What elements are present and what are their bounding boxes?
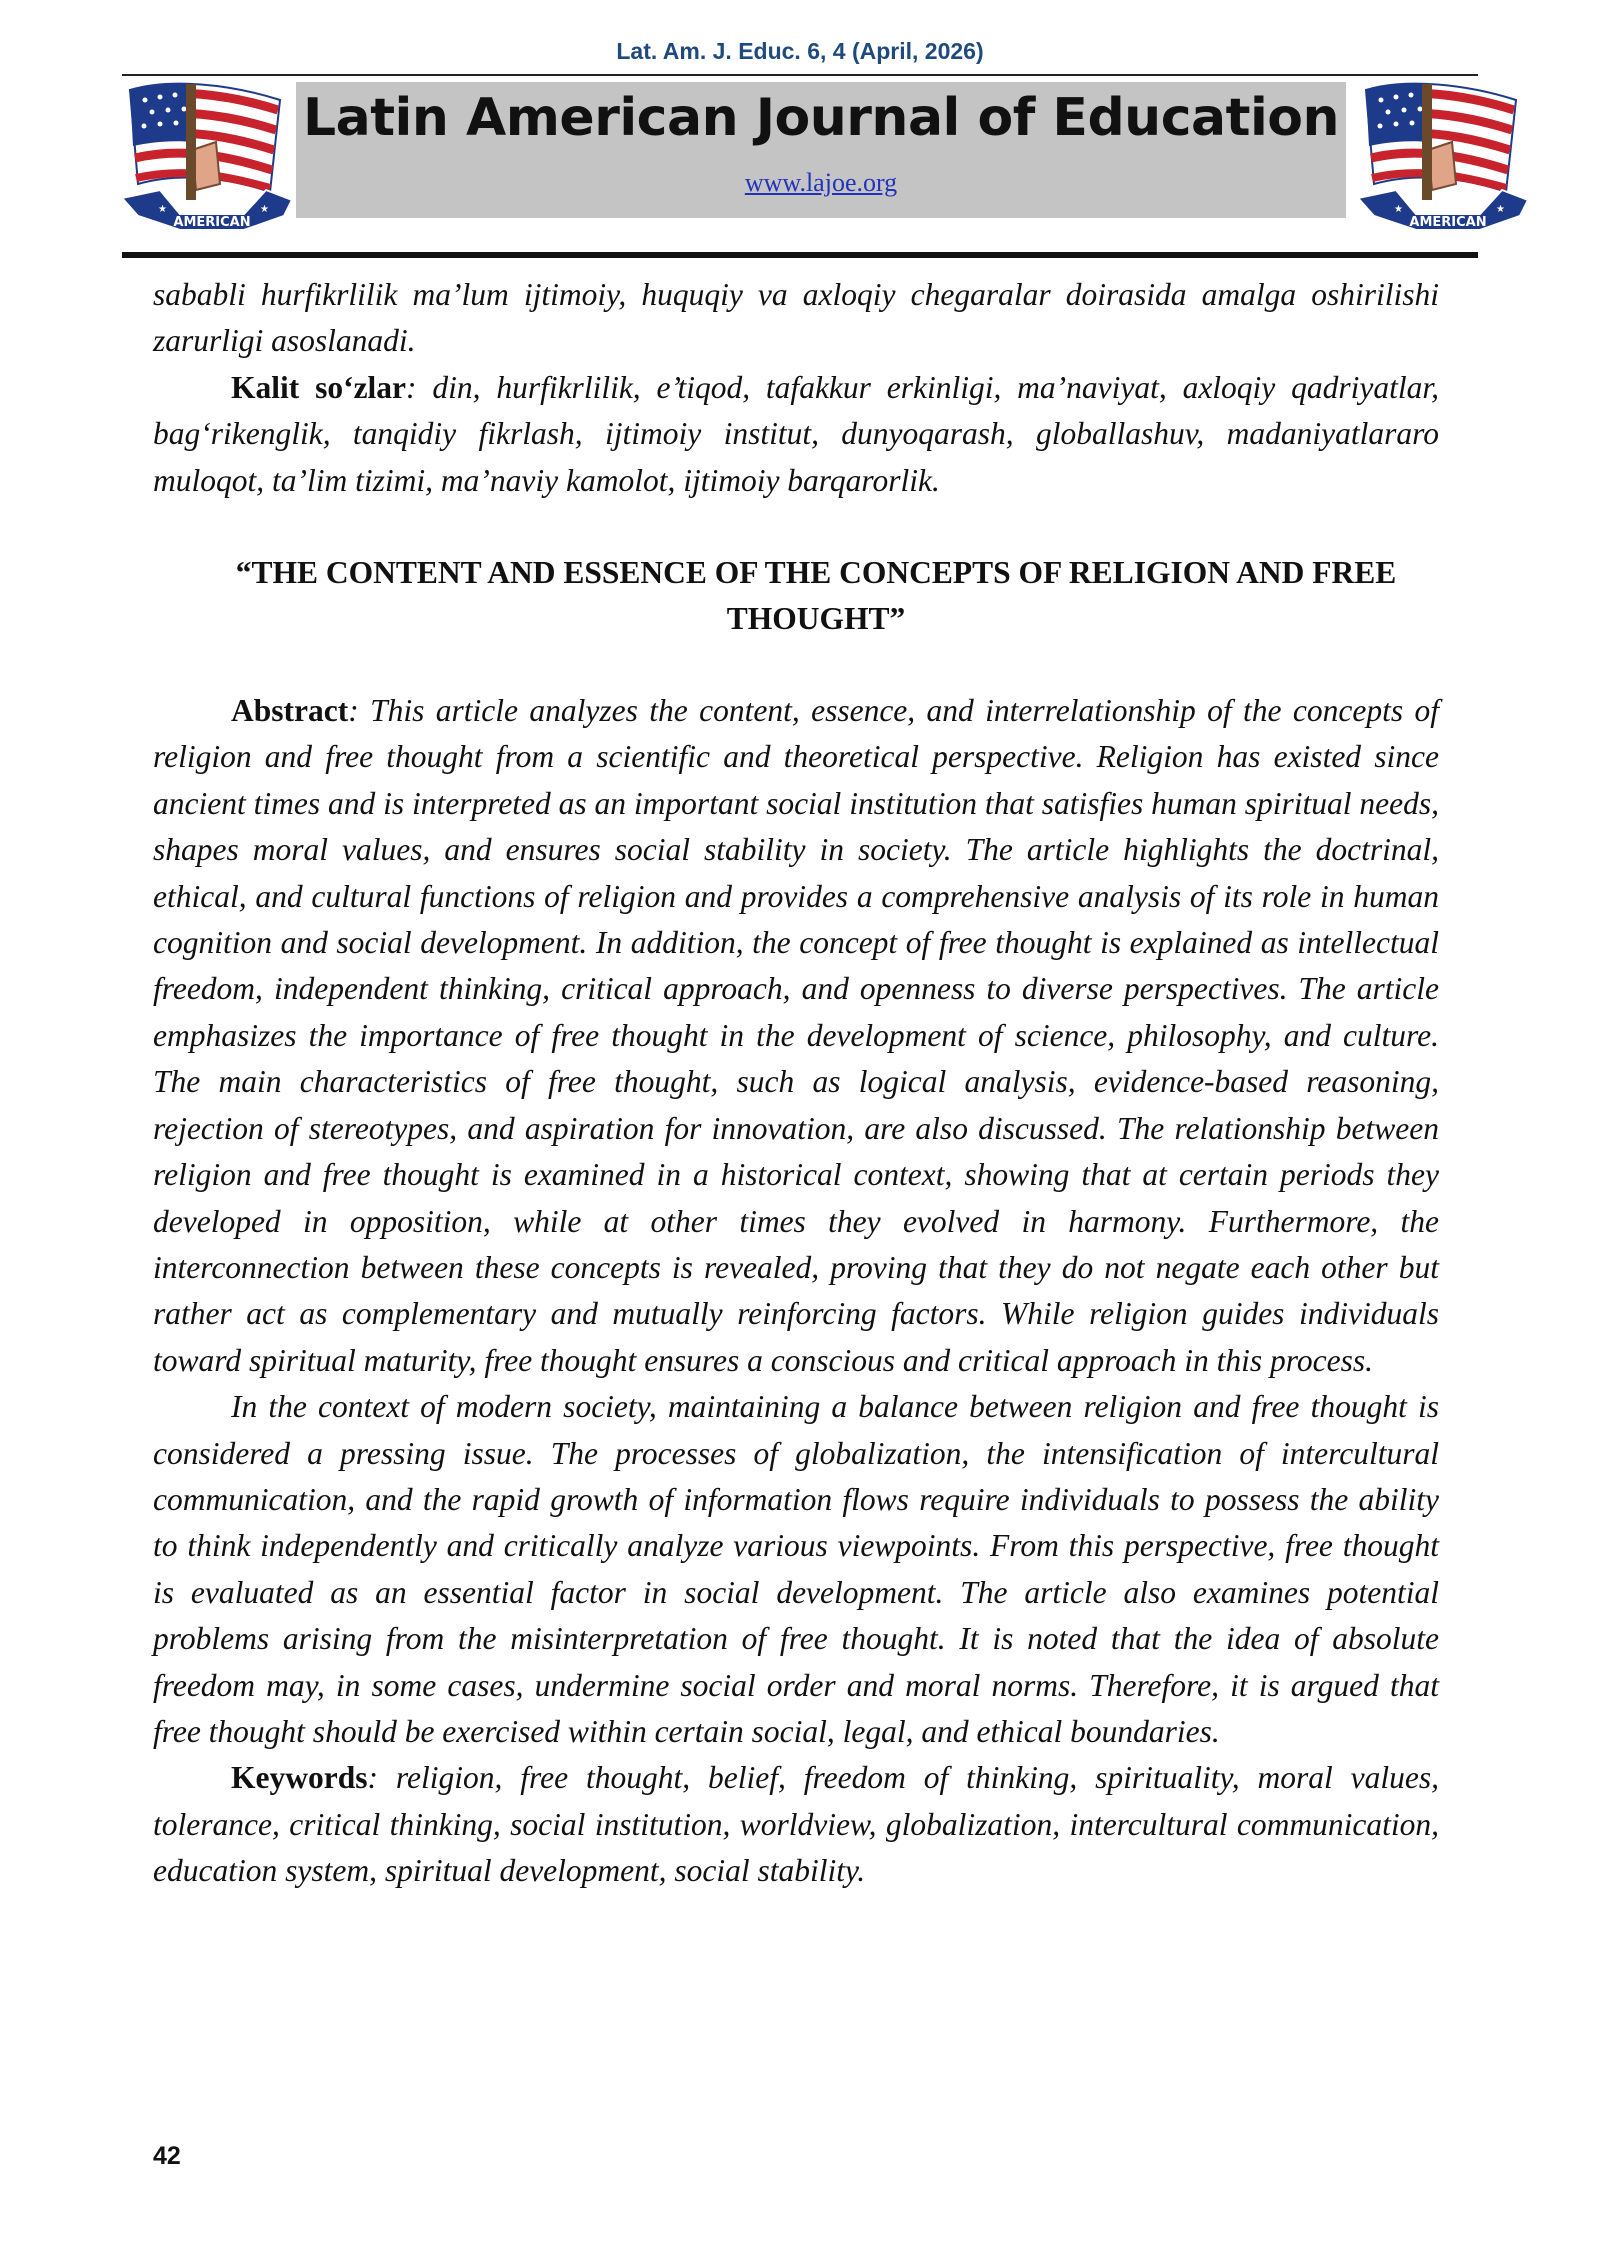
uz-abstract-tail: sababli hurfikrlilik ma’lum ijtimoiy, huquqiy va axloqiy chegaralar doirasida amalga oshirilishi zarurligi asoslanadi. <box>153 277 1439 359</box>
top-rule <box>122 74 1478 76</box>
running-head: Lat. Am. J. Educ. 6, 4 (April, 2026) <box>616 38 984 64</box>
svg-text:★: ★ <box>1496 204 1505 215</box>
svg-text:★: ★ <box>158 204 167 215</box>
journal-url-link[interactable]: www.lajoe.org <box>744 168 898 197</box>
uz-keywords-text: : din, hurfikrlilik, e’tiqod, tafakkur erkinligi, ma’naviyat, axloqiy qadriyatlar, bag‘rikenglik, tanqidiy fikrlash, ijtimoiy institut, dunyoqarash, globallashuv, madaniyatlararo muloqot, ta’lim tizimi, ma’naviy kamolot, ijtimoiy barqarorlik. <box>153 369 1439 498</box>
american-flag-logo-icon <box>1348 74 1534 246</box>
svg-text:★: ★ <box>260 204 269 215</box>
keywords-text: : religion, free thought, belief, freedom of thinking, spirituality, moral values, tolerance, critical thinking, social institution, worldview, globalization, intercultural communication, education system, spiritual development, social stability. <box>153 1760 1439 1889</box>
uz-keywords-label: Kalit so‘zlar <box>231 369 407 405</box>
abstract-label: Abstract <box>231 693 349 729</box>
abstract-paragraph-2: In the context of modern society, maintaining a balance between religion and free thought is considered a pressing issue. The processes of globalization, the intensification of intercultural communication, and the rapid growth of information flows require individuals to possess the ability to think independently and critically analyze various viewpoints. From this perspective, free thought is evaluated as an essential factor in social development. The article also examines potential problems arising from the misinterpretation of free thought. It is noted that the idea of absolute freedom may, in some cases, undermine social order and moral norms. Therefore, it is argued that free thought should be exercised within certain social, legal, and ethical boundaries. <box>153 1389 1439 1749</box>
journal-title: Latin American Journal of Education <box>302 88 1340 148</box>
article-title: “THE CONTENT AND ESSENCE OF THE CONCEPTS OF RELIGION AND FREE THOUGHT” <box>235 555 1397 637</box>
page-number: 42 <box>153 2142 181 2170</box>
uz-keywords <box>153 365 1439 504</box>
svg-text:AMERICAN: AMERICAN <box>173 215 251 230</box>
header-bottom-rule <box>122 252 1478 258</box>
keywords-label: Keywords <box>231 1760 368 1796</box>
abstract-paragraph-1 <box>153 688 1439 1384</box>
american-flag-logo-icon <box>112 74 298 246</box>
keywords <box>153 1755 1439 1894</box>
abstract-text-1: : This article analyzes the content, essence, and interrelationship of the concepts of religion and free thought from a scientific and theoretical perspective. Religion has existed since ancient times and is interpreted as an important social institution that satisfies human spiritual needs, shapes moral values, and ensures social stability in society. The article highlights the doctrinal, ethical, and cultural functions of religion and provides a comprehensive analysis of its role in human cognition and social development. In addition, the concept of free thought is explained as intellectual freedom, independent thinking, critical approach, and openness to diverse perspectives. The article emphasizes the importance of free thought in the development of science, philosophy, and culture. The main characteristics of free thought, such as logical analysis, evidence-based reasoning, rejection of stereotypes, and aspiration for innovation, are also discussed. The relationship between religion and free thought is examined in a historical context, showing that at certain periods they developed in opposition, while at other times they evolved in harmony. Furthermore, the interconnection between these concepts is revealed, proving that they do not negate each other but rather act as complementary and mutually reinforcing factors. While religion guides individuals toward spiritual maturity, free thought ensures a conscious and critical approach in this process. <box>153 693 1439 1378</box>
svg-text:★: ★ <box>1394 204 1403 215</box>
svg-text:AMERICAN: AMERICAN <box>1409 215 1487 230</box>
article-body <box>153 272 1439 1895</box>
